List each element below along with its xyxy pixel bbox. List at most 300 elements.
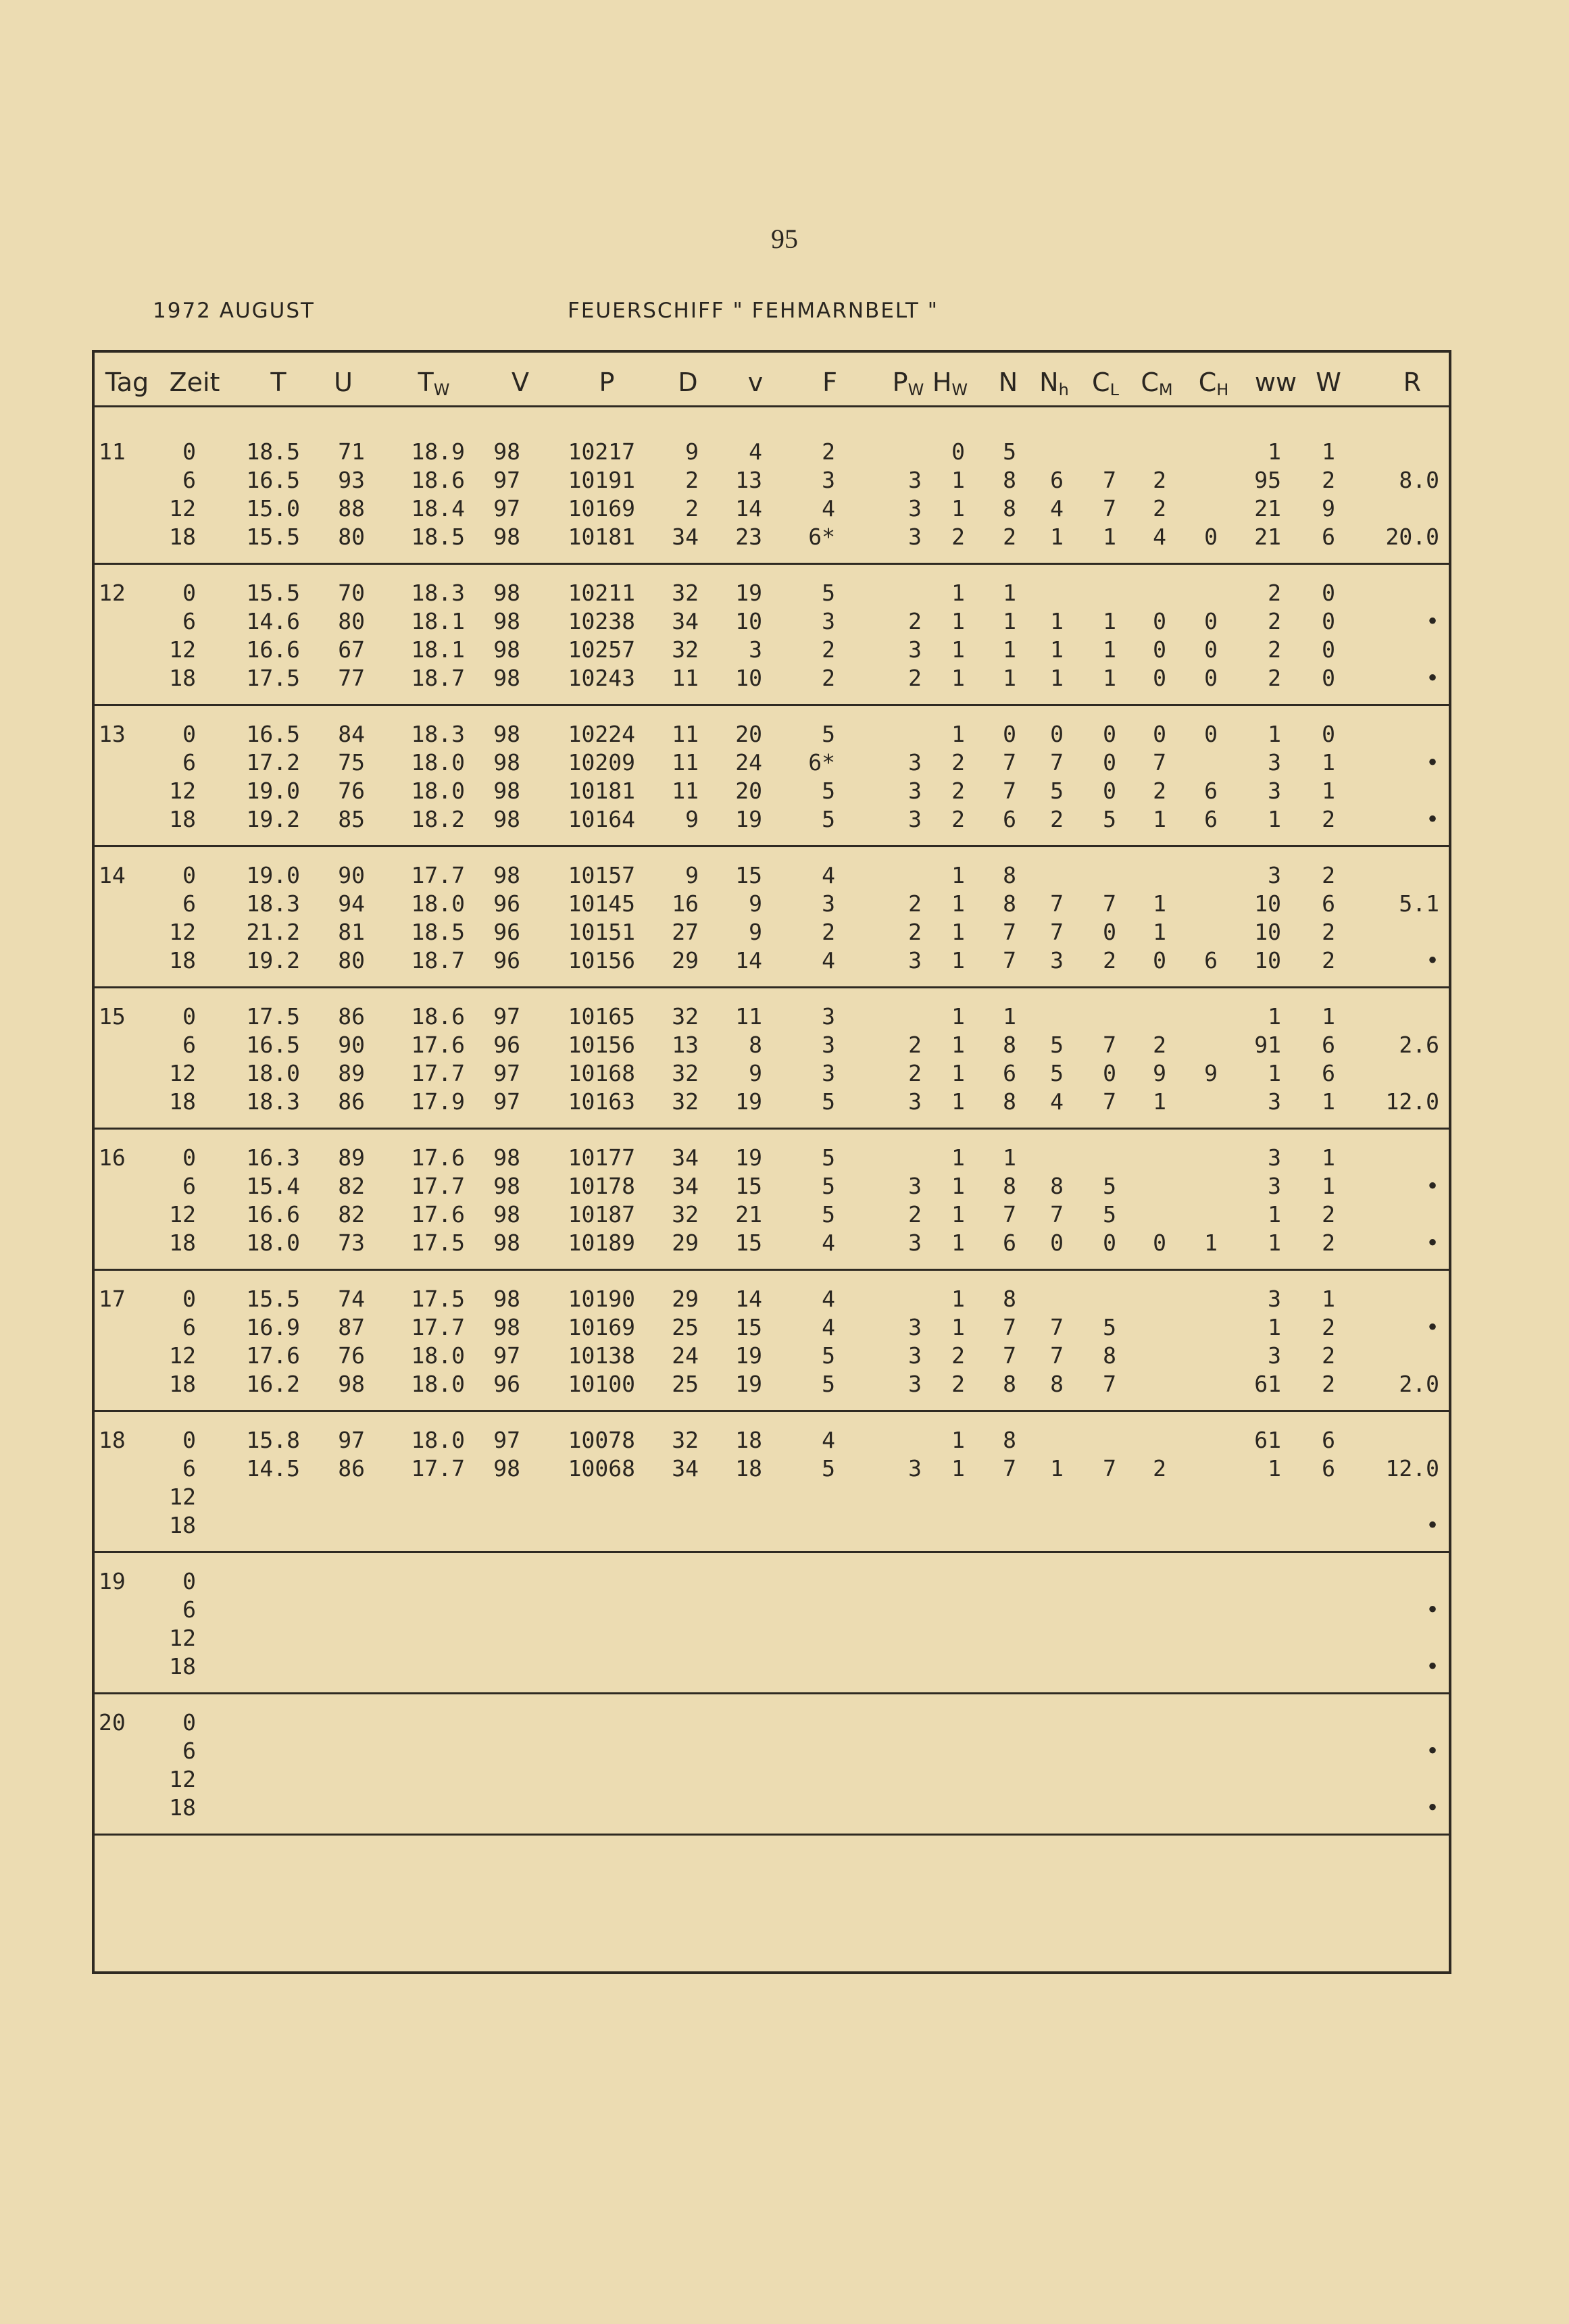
table-cell-Pw: 3 [908,1088,922,1115]
day-divider [95,1128,1449,1130]
table-cell-Nh: 4 [1050,1088,1064,1115]
table-cell-Pw: 3 [908,636,922,663]
table-cell-zeit: 6 [182,1314,196,1340]
day-tag: 15 [99,1003,126,1030]
table-cell-R: 8.0 [1399,467,1439,493]
table-cell-F: 2 [822,919,835,945]
table-cell-W: 0 [1322,580,1335,606]
table-cell-v: 19 [735,806,762,832]
table-cell-D: 32 [672,1060,699,1086]
table-cell-CM: 2 [1153,467,1166,493]
table-cell-CH: 0 [1204,721,1218,747]
table-cell-CM: 2 [1153,1455,1166,1482]
table-cell-Tw: 18.4 [411,495,465,522]
table-cell-N: 1 [1003,636,1016,663]
table-cell-Nh: 6 [1050,467,1064,493]
year-month-header: 1972 AUGUST [153,299,315,323]
table-cell-v: 19 [735,1144,762,1171]
table-cell-Nh: 8 [1050,1371,1064,1397]
table-cell-CH: 0 [1204,608,1218,634]
table-cell-ww: 1 [1268,1003,1281,1030]
table-cell-W: 0 [1322,665,1335,691]
table-cell-Hw: 1 [951,665,965,691]
table-cell-CM: 4 [1153,524,1166,550]
table-cell-U: 86 [338,1003,365,1030]
table-cell-P: 10138 [568,1342,635,1369]
table-cell-Tw: 18.0 [411,1342,465,1369]
table-cell-T: 18.5 [246,438,300,465]
table-cell-P: 10224 [568,721,635,747]
table-cell-U: 82 [338,1201,365,1228]
table-cell-Nh: 1 [1050,1455,1064,1482]
table-cell-V: 97 [493,467,520,493]
table-cell-F: 3 [822,1003,835,1030]
table-cell-D: 16 [672,890,699,917]
table-cell-zeit: 6 [182,1596,196,1623]
table-cell-Hw: 1 [951,1201,965,1228]
table-cell-P: 10209 [568,749,635,776]
table-cell-F: 3 [822,608,835,634]
day-tag: 19 [99,1568,126,1594]
table-cell-Hw: 2 [951,806,965,832]
table-cell-P: 10157 [568,862,635,888]
column-header-P: P [599,368,615,397]
table-cell-T: 17.5 [246,1003,300,1030]
table-cell-V: 96 [493,1032,520,1058]
table-cell-CM: 2 [1153,495,1166,522]
table-cell-Pw: 3 [908,806,922,832]
table-cell-Nh: 5 [1050,778,1064,804]
table-cell-ww: 2 [1268,580,1281,606]
table-cell-v: 18 [735,1427,762,1453]
table-cell-Nh: 2 [1050,806,1064,832]
table-cell-P: 10257 [568,636,635,663]
table-cell-Nh: 1 [1050,608,1064,634]
table-cell-zeit: 12 [169,1201,196,1228]
table-cell-Pw: 2 [908,919,922,945]
day-tag: 11 [99,438,126,465]
table-cell-P: 10165 [568,1003,635,1030]
table-cell-ww: 95 [1254,467,1281,493]
table-cell-F: 5 [822,580,835,606]
day-tag: 16 [99,1144,126,1171]
table-cell-zeit: 0 [182,862,196,888]
table-cell-V: 98 [493,1144,520,1171]
table-cell-Pw: 2 [908,1201,922,1228]
table-cell-CL: 0 [1103,721,1116,747]
table-cell-T: 18.0 [246,1230,300,1256]
table-cell-W: 6 [1322,1427,1335,1453]
table-cell-N: 7 [1003,778,1016,804]
table-cell-F: 3 [822,1060,835,1086]
table-cell-CH: 6 [1204,778,1218,804]
table-cell-zeit: 18 [169,1088,196,1115]
table-cell-Pw: 3 [908,495,922,522]
table-cell-Hw: 1 [951,1088,965,1115]
day-divider [95,1834,1449,1836]
table-cell-V: 97 [493,1342,520,1369]
table-cell-V: 98 [493,806,520,832]
table-cell-U: 86 [338,1088,365,1115]
table-cell-v: 10 [735,665,762,691]
table-cell-CL: 7 [1103,1032,1116,1058]
table-cell-F: 6* [808,524,835,550]
table-cell-N: 7 [1003,1342,1016,1369]
table-cell-D: 34 [672,1144,699,1171]
table-cell-W: 1 [1322,438,1335,465]
table-cell-ww: 2 [1268,608,1281,634]
table-cell-D: 27 [672,919,699,945]
table-cell-W: 2 [1322,467,1335,493]
table-cell-ww: 10 [1254,919,1281,945]
table-cell-zeit: 18 [169,806,196,832]
table-cell-CL: 7 [1103,467,1116,493]
table-cell-Hw: 1 [951,1427,965,1453]
table-cell-Nh: 7 [1050,919,1064,945]
table-cell-Tw: 17.5 [411,1286,465,1312]
table-cell-v: 15 [735,1314,762,1340]
table-cell-F: 4 [822,1314,835,1340]
table-cell-v: 19 [735,1342,762,1369]
table-cell-U: 80 [338,524,365,550]
table-cell-D: 34 [672,1173,699,1199]
table-cell-R: • [1426,1314,1439,1340]
table-cell-P: 10164 [568,806,635,832]
table-cell-U: 74 [338,1286,365,1312]
column-header-CH: $C_H$ [1198,368,1229,399]
table-cell-W: 2 [1322,806,1335,832]
table-cell-U: 75 [338,749,365,776]
table-cell-Hw: 2 [951,749,965,776]
table-cell-Pw: 3 [908,1455,922,1482]
table-cell-T: 16.3 [246,1144,300,1171]
table-cell-CH: 6 [1204,947,1218,974]
table-cell-N: 1 [1003,1144,1016,1171]
table-cell-T: 19.0 [246,862,300,888]
table-cell-Hw: 1 [951,1230,965,1256]
table-cell-U: 85 [338,806,365,832]
table-cell-CL: 0 [1103,1060,1116,1086]
table-cell-CM: 0 [1153,665,1166,691]
table-cell-U: 87 [338,1314,365,1340]
table-cell-Hw: 2 [951,524,965,550]
column-header-tag: Tag [105,368,149,397]
table-cell-D: 13 [672,1032,699,1058]
table-cell-Tw: 18.5 [411,919,465,945]
table-cell-CL: 7 [1103,1455,1116,1482]
table-cell-Hw: 0 [951,438,965,465]
table-cell-T: 19.2 [246,947,300,974]
table-cell-CL: 0 [1103,919,1116,945]
table-cell-V: 98 [493,524,520,550]
table-cell-U: 77 [338,665,365,691]
table-cell-P: 10163 [568,1088,635,1115]
table-cell-ww: 1 [1268,1314,1281,1340]
table-cell-W: 2 [1322,1201,1335,1228]
column-header-Pw: $P_W$ [892,368,924,399]
table-cell-F: 5 [822,1455,835,1482]
table-cell-Hw: 1 [951,1144,965,1171]
table-cell-U: 73 [338,1230,365,1256]
table-cell-P: 10187 [568,1201,635,1228]
table-cell-v: 14 [735,1286,762,1312]
table-cell-N: 8 [1003,1286,1016,1312]
table-cell-ww: 1 [1268,1455,1281,1482]
table-cell-Pw: 3 [908,1342,922,1369]
table-cell-CM: 0 [1153,636,1166,663]
table-cell-F: 4 [822,862,835,888]
table-cell-U: 97 [338,1427,365,1453]
table-cell-CL: 1 [1103,636,1116,663]
table-cell-D: 29 [672,947,699,974]
table-cell-ww: 2 [1268,636,1281,663]
table-cell-CM: 1 [1153,1088,1166,1115]
table-cell-T: 19.0 [246,778,300,804]
table-cell-zeit: 18 [169,1794,196,1821]
table-cell-Hw: 1 [951,1173,965,1199]
table-cell-W: 2 [1322,919,1335,945]
table-cell-Nh: 5 [1050,1032,1064,1058]
table-cell-P: 10191 [568,467,635,493]
table-cell-Tw: 18.6 [411,1003,465,1030]
table-cell-Tw: 17.6 [411,1201,465,1228]
table-cell-N: 7 [1003,749,1016,776]
table-cell-ww: 3 [1268,749,1281,776]
day-divider [95,845,1449,847]
table-cell-V: 98 [493,1201,520,1228]
table-cell-P: 10151 [568,919,635,945]
table-cell-v: 19 [735,580,762,606]
table-cell-W: 2 [1322,1314,1335,1340]
table-cell-zeit: 0 [182,438,196,465]
table-cell-D: 32 [672,1003,699,1030]
table-cell-Tw: 18.0 [411,778,465,804]
column-header-ww: ww [1254,368,1297,397]
table-cell-F: 2 [822,665,835,691]
table-cell-V: 96 [493,919,520,945]
day-divider [95,986,1449,988]
table-cell-N: 6 [1003,1060,1016,1086]
table-cell-zeit: 0 [182,1709,196,1736]
table-cell-V: 98 [493,778,520,804]
table-cell-F: 5 [822,1201,835,1228]
table-cell-R: • [1426,1512,1439,1538]
table-cell-zeit: 0 [182,1427,196,1453]
table-cell-N: 8 [1003,1173,1016,1199]
table-cell-ww: 1 [1268,438,1281,465]
table-cell-CL: 0 [1103,749,1116,776]
table-cell-W: 6 [1322,1060,1335,1086]
table-cell-N: 1 [1003,1003,1016,1030]
table-cell-Nh: 7 [1050,1201,1064,1228]
table-cell-CH: 6 [1204,806,1218,832]
table-cell-zeit: 6 [182,890,196,917]
table-cell-F: 3 [822,467,835,493]
table-cell-N: 0 [1003,721,1016,747]
table-cell-Pw: 2 [908,608,922,634]
table-cell-Tw: 17.7 [411,862,465,888]
table-cell-Tw: 18.1 [411,608,465,634]
table-cell-N: 5 [1003,438,1016,465]
table-cell-zeit: 18 [169,1371,196,1397]
table-cell-ww: 3 [1268,1088,1281,1115]
table-cell-P: 10100 [568,1371,635,1397]
table-cell-Hw: 1 [951,890,965,917]
table-cell-T: 16.6 [246,636,300,663]
table-cell-F: 6* [808,749,835,776]
table-cell-zeit: 6 [182,467,196,493]
table-cell-V: 98 [493,580,520,606]
table-cell-D: 9 [685,806,699,832]
table-cell-W: 1 [1322,778,1335,804]
table-cell-F: 5 [822,1173,835,1199]
table-cell-v: 15 [735,1173,762,1199]
table-cell-V: 97 [493,1088,520,1115]
table-cell-W: 6 [1322,890,1335,917]
table-cell-N: 8 [1003,495,1016,522]
table-cell-N: 8 [1003,1427,1016,1453]
table-cell-zeit: 12 [169,778,196,804]
table-cell-N: 7 [1003,947,1016,974]
table-cell-Pw: 3 [908,524,922,550]
table-cell-v: 15 [735,862,762,888]
day-divider [95,1269,1449,1271]
table-cell-zeit: 0 [182,1144,196,1171]
table-cell-P: 10145 [568,890,635,917]
column-header-U: U [334,368,353,397]
table-cell-Nh: 7 [1050,1342,1064,1369]
table-cell-F: 5 [822,1371,835,1397]
table-cell-V: 98 [493,438,520,465]
table-cell-Tw: 18.5 [411,524,465,550]
table-cell-P: 10181 [568,778,635,804]
table-cell-Tw: 17.9 [411,1088,465,1115]
table-cell-v: 11 [735,1003,762,1030]
table-cell-U: 89 [338,1060,365,1086]
table-cell-Hw: 1 [951,495,965,522]
table-cell-T: 15.5 [246,1286,300,1312]
table-cell-ww: 21 [1254,524,1281,550]
table-cell-N: 6 [1003,1230,1016,1256]
column-header-Nh: $N_h$ [1039,368,1069,399]
table-cell-V: 98 [493,1173,520,1199]
table-cell-W: 0 [1322,636,1335,663]
day-tag: 17 [99,1286,126,1312]
table-cell-Hw: 1 [951,580,965,606]
column-header-Tw: $T_W$ [418,368,450,399]
table-cell-P: 10078 [568,1427,635,1453]
table-cell-zeit: 18 [169,947,196,974]
table-cell-ww: 1 [1268,1201,1281,1228]
table-cell-Pw: 3 [908,467,922,493]
table-cell-zeit: 0 [182,721,196,747]
table-cell-Nh: 8 [1050,1173,1064,1199]
table-cell-R: 2.0 [1399,1371,1439,1397]
table-cell-F: 4 [822,495,835,522]
day-divider [95,1410,1449,1412]
table-cell-CL: 0 [1103,778,1116,804]
column-header-D: D [678,368,698,397]
table-cell-R: 12.0 [1385,1455,1439,1482]
table-cell-Nh: 7 [1050,749,1064,776]
table-cell-T: 16.6 [246,1201,300,1228]
table-cell-W: 2 [1322,947,1335,974]
table-cell-V: 98 [493,1455,520,1482]
table-cell-CL: 7 [1103,890,1116,917]
table-cell-v: 4 [749,438,762,465]
table-cell-U: 90 [338,862,365,888]
table-cell-F: 4 [822,947,835,974]
table-cell-Tw: 18.0 [411,890,465,917]
table-cell-R: • [1426,1653,1439,1679]
table-cell-F: 5 [822,721,835,747]
table-cell-W: 1 [1322,1088,1335,1115]
table-cell-zeit: 18 [169,1230,196,1256]
table-cell-Hw: 1 [951,1003,965,1030]
table-cell-T: 16.9 [246,1314,300,1340]
table-cell-CL: 1 [1103,524,1116,550]
table-cell-W: 2 [1322,862,1335,888]
table-cell-V: 98 [493,608,520,634]
table-cell-CL: 5 [1103,1173,1116,1199]
table-cell-U: 90 [338,1032,365,1058]
table-cell-ww: 2 [1268,665,1281,691]
table-cell-Tw: 18.0 [411,1371,465,1397]
table-cell-Nh: 0 [1050,721,1064,747]
table-cell-D: 34 [672,524,699,550]
column-header-N: N [998,368,1018,397]
table-cell-T: 16.5 [246,467,300,493]
table-cell-V: 97 [493,1427,520,1453]
table-cell-Hw: 2 [951,778,965,804]
table-cell-V: 98 [493,636,520,663]
table-cell-F: 2 [822,438,835,465]
table-cell-zeit: 6 [182,1738,196,1764]
table-cell-Hw: 1 [951,1314,965,1340]
table-cell-Pw: 2 [908,890,922,917]
table-cell-ww: 1 [1268,806,1281,832]
table-cell-T: 15.5 [246,524,300,550]
table-cell-V: 96 [493,1371,520,1397]
table-cell-Pw: 3 [908,1230,922,1256]
table-cell-N: 8 [1003,467,1016,493]
table-cell-CL: 5 [1103,1314,1116,1340]
table-cell-zeit: 6 [182,1032,196,1058]
table-cell-N: 8 [1003,1371,1016,1397]
table-cell-U: 70 [338,580,365,606]
table-cell-W: 0 [1322,721,1335,747]
table-cell-ww: 1 [1268,721,1281,747]
table-cell-zeit: 12 [169,1060,196,1086]
table-cell-Pw: 3 [908,778,922,804]
table-cell-U: 80 [338,947,365,974]
table-cell-zeit: 0 [182,1003,196,1030]
table-cell-CL: 1 [1103,608,1116,634]
table-cell-ww: 61 [1254,1371,1281,1397]
table-cell-W: 6 [1322,1032,1335,1058]
table-cell-ww: 1 [1268,1230,1281,1256]
column-header-CL: $C_L$ [1092,368,1119,399]
table-cell-Tw: 17.7 [411,1060,465,1086]
table-cell-zeit: 18 [169,1512,196,1538]
table-cell-W: 2 [1322,1230,1335,1256]
column-header-CM: $C_M$ [1141,368,1173,399]
table-cell-Tw: 18.6 [411,467,465,493]
table-cell-P: 10169 [568,495,635,522]
table-cell-P: 10243 [568,665,635,691]
table-cell-Tw: 18.1 [411,636,465,663]
table-cell-W: 0 [1322,608,1335,634]
